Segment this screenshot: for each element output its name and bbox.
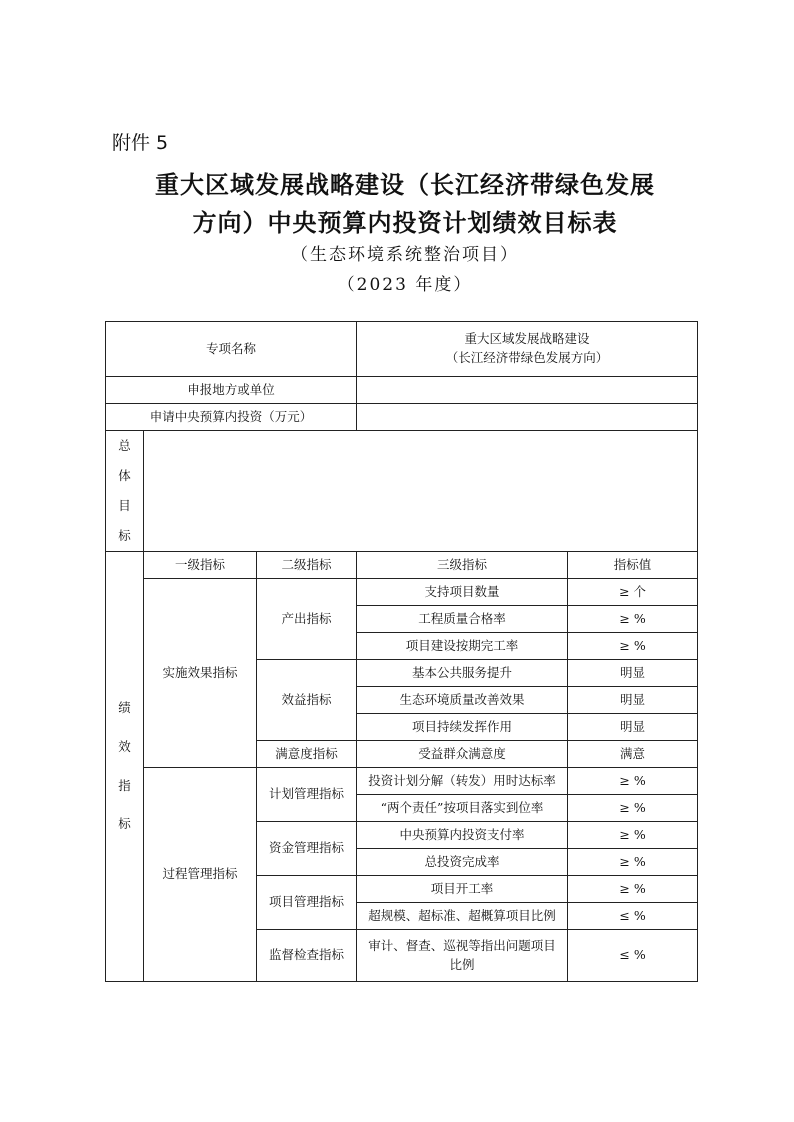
- performance-char-1: 绩: [118, 700, 131, 715]
- value-cell: ≤ %: [568, 930, 698, 982]
- value-cell: 明显: [568, 714, 698, 741]
- indicator-cell: 项目开工率: [357, 876, 568, 903]
- value-cell: 明显: [568, 687, 698, 714]
- overall-goal-value: [144, 431, 698, 552]
- indicator-line-2: 比例: [449, 956, 475, 972]
- header-level3: 三级指标: [357, 552, 568, 579]
- indicator-cell: 工程质量合格率: [357, 606, 568, 633]
- level2-supervision: 监督检查指标: [257, 930, 357, 982]
- indicator-cell: 生态环境质量改善效果: [357, 687, 568, 714]
- indicator-cell: 受益群众满意度: [357, 741, 568, 768]
- project-name-value: [357, 322, 698, 377]
- overall-goal-row: [106, 431, 698, 552]
- indicator-cell: 投资计划分解（转发）用时达标率: [357, 768, 568, 795]
- indicator-cell: 支持项目数量: [357, 579, 568, 606]
- indicator-cell: “两个责任”按项目落实到位率: [357, 795, 568, 822]
- header-value: 指标值: [568, 552, 698, 579]
- overall-goal-char-2: 体: [118, 468, 131, 483]
- value-cell: ≥ %: [568, 606, 698, 633]
- table-row: [106, 579, 698, 606]
- performance-indicator-label: [106, 552, 144, 982]
- applicant-value: [357, 377, 698, 404]
- level1-effect: 实施效果指标: [144, 579, 257, 768]
- indicator-header-row: [106, 552, 698, 579]
- indicator-cell: 项目持续发挥作用: [357, 714, 568, 741]
- level2-output: 产出指标: [257, 579, 357, 660]
- applicant-row: [106, 377, 698, 404]
- value-cell: ≥ %: [568, 876, 698, 903]
- value-cell: ≥ %: [568, 795, 698, 822]
- value-cell: ≤ %: [568, 903, 698, 930]
- table-row: [106, 768, 698, 795]
- level2-plan-mgmt: 计划管理指标: [257, 768, 357, 822]
- performance-char-3: 指: [118, 777, 131, 793]
- level2-satisfaction: 满意度指标: [257, 741, 357, 768]
- year-label: （2023 年度）: [337, 275, 473, 295]
- header-level1: 一级指标: [144, 552, 257, 579]
- overall-goal-char-4: 标: [118, 528, 131, 543]
- project-name-row: [106, 322, 698, 377]
- applicant-label: 申报地方或单位: [106, 377, 357, 404]
- subtitle: （生态环境系统整治项目）: [291, 245, 519, 265]
- project-name-value-line1: 重大区域发展战略建设: [464, 331, 590, 347]
- indicator-cell: 基本公共服务提升: [357, 660, 568, 687]
- performance-char-4: 标: [118, 816, 131, 832]
- title-line-1: 重大区域发展战略建设（长江经济带绿色发展: [155, 171, 655, 199]
- indicator-line-1: 审计、督查、巡视等指出问题项目: [368, 937, 556, 953]
- indicator-cell: 项目建设按期完工率: [357, 633, 568, 660]
- level2-fund-mgmt: 资金管理指标: [257, 822, 357, 876]
- performance-table: [105, 321, 698, 982]
- header-level2: 二级指标: [257, 552, 357, 579]
- title-line-2: 方向）中央预算内投资计划绩效目标表: [192, 209, 618, 237]
- investment-label: 申请中央预算内投资（万元）: [106, 404, 357, 431]
- investment-row: [106, 404, 698, 431]
- overall-goal-char-3: 目: [118, 498, 131, 513]
- level1-process: 过程管理指标: [144, 768, 257, 982]
- performance-char-2: 效: [118, 738, 131, 754]
- value-cell: ≥ %: [568, 822, 698, 849]
- value-cell: ≥ %: [568, 633, 698, 660]
- project-name-value-line2: （长江经济带绿色发展方向）: [445, 350, 609, 365]
- level2-benefit: 效益指标: [257, 660, 357, 741]
- attachment-label: 附件 5: [112, 132, 169, 154]
- indicator-cell: [357, 930, 568, 982]
- indicator-cell: 超规模、超标准、超概算项目比例: [357, 903, 568, 930]
- level2-project-mgmt: 项目管理指标: [257, 876, 357, 930]
- project-name-label: 专项名称: [106, 322, 357, 377]
- value-cell: 满意: [568, 741, 698, 768]
- value-cell: ≥ %: [568, 768, 698, 795]
- value-cell: ≥ 个: [568, 579, 698, 606]
- investment-value: [357, 404, 698, 431]
- value-cell: ≥ %: [568, 849, 698, 876]
- value-cell: 明显: [568, 660, 698, 687]
- indicator-cell: 中央预算内投资支付率: [357, 822, 568, 849]
- indicator-cell: 总投资完成率: [357, 849, 568, 876]
- overall-goal-label: [106, 431, 144, 552]
- overall-goal-char-1: 总: [118, 438, 131, 453]
